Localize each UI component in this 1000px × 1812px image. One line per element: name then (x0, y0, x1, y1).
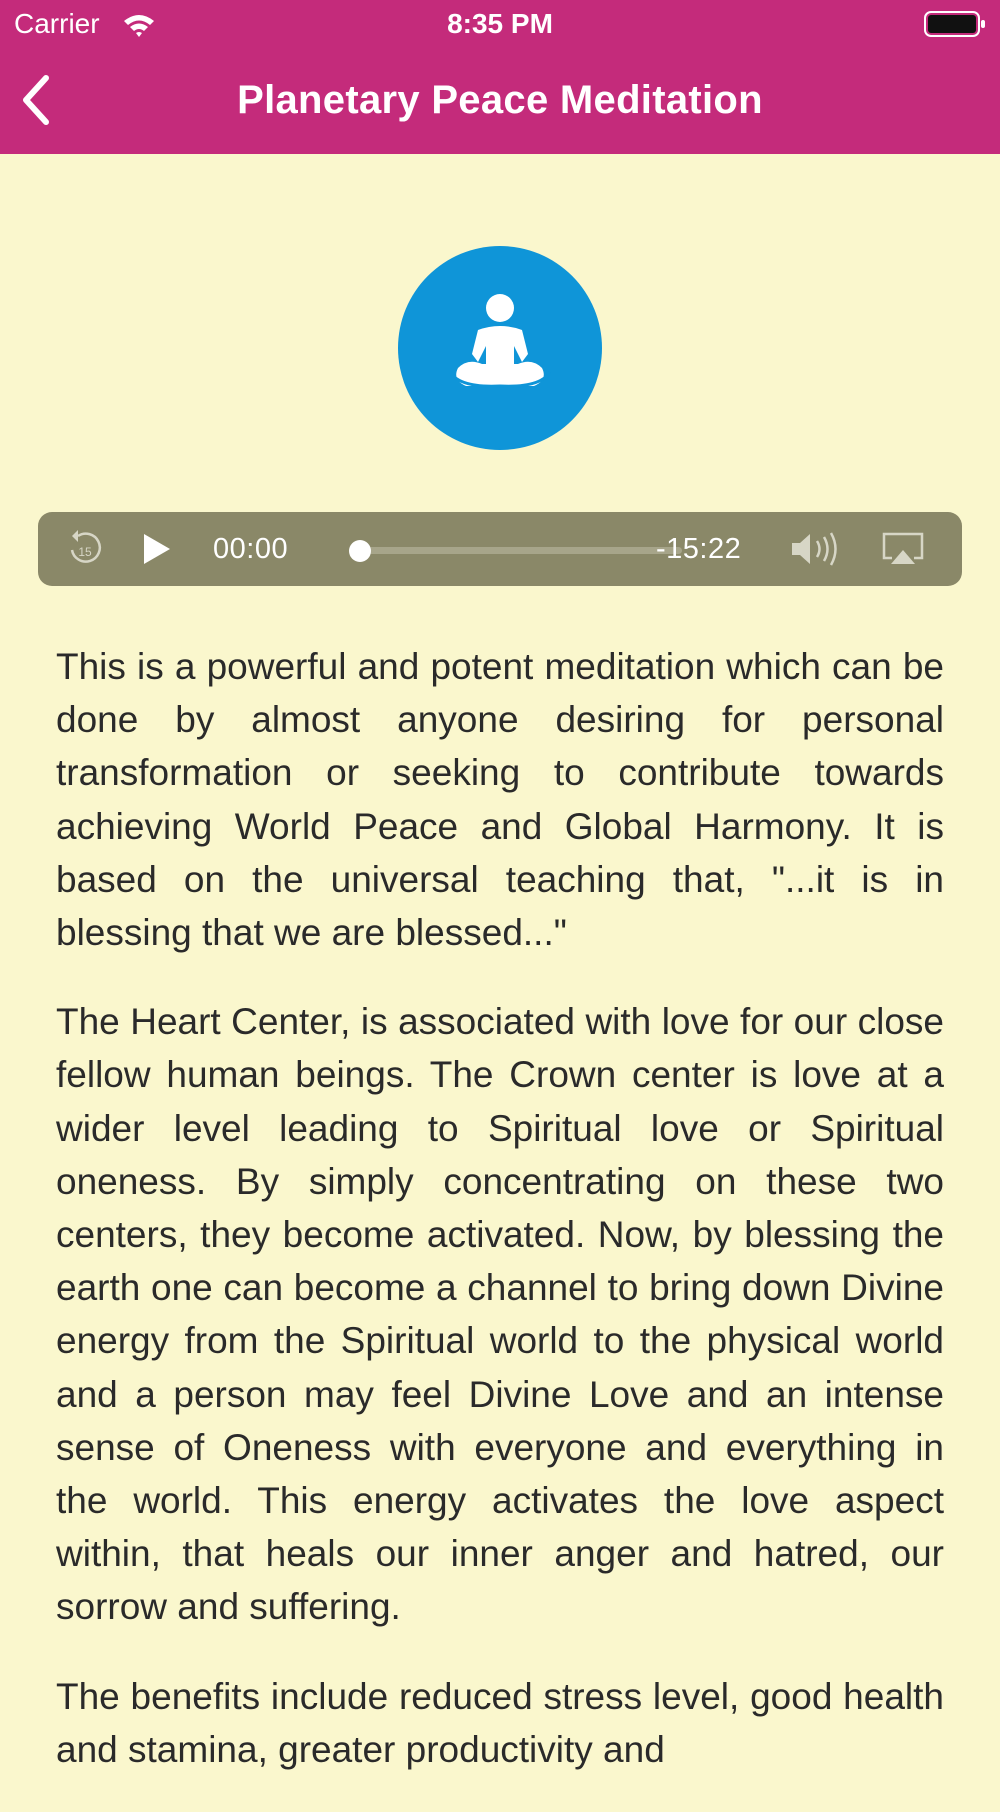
skip-back-15-icon[interactable] (66, 528, 104, 573)
navigation-bar (0, 50, 1000, 154)
meditation-icon (398, 246, 602, 450)
current-time: 00:00 (213, 533, 289, 565)
status-bar (0, 0, 1000, 50)
paragraph: The benefits include reduced stress level, good health and stamina, greater productivity and (56, 1675, 944, 1770)
page-title: Planetary Peace Meditation (237, 78, 763, 122)
paragraph: The Heart Center, is associated with love for our close fellow human beings. The Crown center is love at a wider level leading to Spiritual love or Spiritual oneness. By simply concentrating on these two centers, they become activated. Now, by blessing the earth one can become a channel to bring down Divine energy from the Spiritual world to the physical world and a person may feel Divine Love and an intense sense of Oneness with everyone and everything in the world. This energy activates the love aspect within, that heals our inner anger and hatred, our sorrow and suffering. (56, 1001, 944, 1628)
volume-icon[interactable] (790, 531, 844, 572)
progress-track[interactable] (360, 547, 682, 554)
remaining-time: -15:22 (656, 533, 742, 565)
progress-thumb[interactable] (349, 540, 371, 562)
status-time: 8:35 PM (447, 8, 553, 39)
airplay-icon[interactable] (882, 532, 924, 571)
play-icon[interactable] (142, 532, 172, 571)
audio-player (38, 512, 962, 586)
paragraph: This is a powerful and potent meditation which can be done by almost anyone desiring for personal transformation or seeking to contribute towards achieving World Peace and Global Harmony. It is based on the universal teaching that, "...it is in blessing that we are blessed..." (56, 646, 944, 954)
description-text (56, 640, 944, 1812)
carrier-label: Carrier (14, 8, 100, 39)
battery-icon (924, 10, 986, 43)
svg-text:15: 15 (78, 545, 92, 559)
